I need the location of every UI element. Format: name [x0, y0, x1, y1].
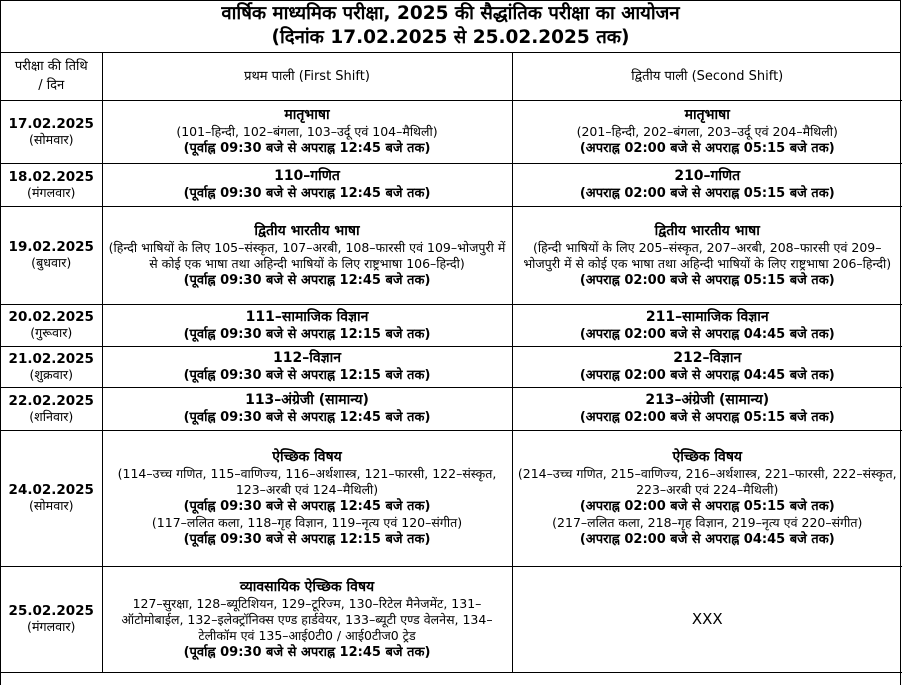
exam-time: (पूर्वाह्न 09:30 बजे से अपराह्न 12:15 बजे तक) — [183, 326, 431, 342]
table-row — [1, 566, 902, 672]
subject-name: ऐच्छिक विषय — [672, 449, 743, 465]
date-cell — [1, 430, 102, 566]
date-cell — [1, 304, 102, 346]
exam-date: 20.02.2025 — [8, 309, 94, 325]
date-cell — [1, 163, 102, 206]
exam-time: (अपराह्न 02:00 बजे से अपराह्न 05:15 बजे तक) — [579, 410, 835, 425]
date-cell — [1, 566, 102, 672]
schedule-table — [1, 53, 902, 673]
subject-name: मातृभाषा — [684, 107, 730, 123]
subject-codes: (हिन्दी भाषियों के लिए 205–संस्कृत, 207–अरबी, 208–फारसी एवं 209–भोजपुरी में से कोई एक भाषा तथा अहिन्दी भाषियों के लिए राष्ट्रभाषा 206–हिन्दी) — [523, 239, 892, 271]
subject-name: 210–गणित — [674, 168, 741, 184]
first-shift-cell — [102, 387, 512, 430]
first-shift-cell — [102, 304, 512, 346]
table-row — [1, 387, 902, 430]
exam-time: (अपराह्न 02:00 बजे से अपराह्न 05:15 बजे तक) — [579, 499, 835, 514]
header-first-shift: प्रथम पाली (First Shift) — [102, 53, 512, 100]
exam-time: (अपराह्न 02:00 बजे से अपराह्न 04:45 बजे तक) — [579, 368, 835, 383]
subject-codes: (214–उच्च गणित, 215–वाणिज्य, 216–अर्थशास्त्र, 221–फारसी, 222–संस्कृत, 223–अरबी एवं 224–मैथिली) — [517, 466, 897, 497]
exam-time-secondary: (पूर्वाह्न 09:30 बजे से अपराह्न 12:15 बजे तक) — [183, 532, 431, 547]
table-row — [1, 163, 902, 206]
subject-name: 211–सामाजिक विज्ञान — [645, 308, 769, 325]
subject-codes: (101–हिन्दी, 102–बंगला, 103–उर्दू एवं 104–मैथिली) — [176, 124, 438, 139]
second-shift-cell — [512, 163, 902, 206]
table-row — [1, 100, 902, 163]
exam-date: 22.02.2025 — [8, 392, 94, 409]
schedule-title — [1, 1, 900, 53]
subject-name: 213–अंग्रेजी (सामान्य) — [645, 392, 770, 408]
date-cell — [1, 346, 102, 387]
exam-day: (गुरूवार) — [30, 325, 73, 340]
second-shift-cell-empty: XXX — [512, 566, 902, 672]
exam-time: (पूर्वाह्न 09:30 बजे से अपराह्न 12:45 बजे तक) — [183, 186, 431, 201]
subject-name: व्यावसायिक ऐच्छिक विषय — [239, 578, 375, 595]
exam-date: 19.02.2025 — [8, 239, 94, 255]
table-row — [1, 430, 902, 566]
second-shift-cell — [512, 100, 902, 163]
first-shift-cell — [102, 346, 512, 387]
date-cell — [1, 387, 102, 430]
subject-name: मातृभाषा — [284, 107, 330, 123]
subject-name: द्वितीय भारतीय भाषा — [654, 222, 760, 239]
exam-time: (अपराह्न 02:00 बजे से अपराह्न 05:15 बजे तक) — [579, 186, 835, 201]
subject-codes-secondary: (217–ललित कला, 218–गृह विज्ञान, 219–नृत्य एवं 220–संगीत) — [552, 515, 863, 530]
subject-name: 111–सामाजिक विज्ञान — [245, 308, 369, 325]
table-row — [1, 346, 902, 387]
exam-date: 17.02.2025 — [8, 115, 94, 132]
subject-name: ऐच्छिक विषय — [272, 449, 342, 465]
exam-date: 25.02.2025 — [8, 603, 94, 619]
first-shift-cell — [102, 206, 512, 304]
subject-name: 112–विज्ञान — [272, 350, 341, 366]
subject-name: 113–अंग्रेजी (सामान्य) — [245, 392, 369, 408]
second-shift-cell — [512, 304, 902, 346]
exam-day: (सोमवार) — [28, 131, 74, 147]
exam-time: (पूर्वाह्न 09:30 बजे से अपराह्न 12:15 बजे तक) — [183, 368, 431, 383]
subject-codes: (114–उच्च गणित, 115–वाणिज्य, 116–अर्थशास्त्र, 121–फारसी, 122–संस्कृत, 123–अरबी एवं 124–मैथिली) — [117, 466, 497, 497]
date-cell — [1, 206, 102, 304]
exam-day: (सोमवार) — [28, 498, 74, 513]
second-shift-cell — [512, 206, 902, 304]
first-shift-cell — [102, 430, 512, 566]
second-shift-cell — [512, 346, 902, 387]
subject-codes: (हिन्दी भाषियों के लिए 105–संस्कृत, 107–अरबी, 108–फारसी एवं 109–भोजपुरी में से कोई एक भाषा तथा अहिन्दी भाषियों के लिए राष्ट्रभाषा 106–हिन्दी) — [108, 239, 506, 271]
exam-time: (अपराह्न 02:00 बजे से अपराह्न 05:15 बजे तक) — [579, 141, 835, 156]
second-shift-cell — [512, 430, 902, 566]
exam-time-secondary: (अपराह्न 02:00 बजे से अपराह्न 04:45 बजे तक) — [579, 532, 835, 547]
second-shift-cell — [512, 387, 902, 430]
exam-day: (मंगलवार) — [27, 184, 76, 200]
exam-time: (अपराह्न 02:00 बजे से अपराह्न 04:45 बजे तक) — [579, 326, 835, 342]
header-second-shift: द्वितीय पाली (Second Shift) — [512, 53, 902, 100]
table-row — [1, 206, 902, 304]
exam-date: 21.02.2025 — [8, 350, 94, 367]
first-shift-cell — [102, 163, 512, 206]
header-date-column: परीक्षा की तिथि / दिन — [1, 53, 102, 100]
subject-name: द्वितीय भारतीय भाषा — [254, 222, 360, 239]
subject-codes: 127–सुरक्षा, 128–ब्यूटिशियन, 129–टूरिज्म, 130–रिटेल मैनेजमेंट, 131–ऑटोमोबाईल, 132–इलेक्ट्रॉनिक्स एण्ड हार्डवेयर, 133–ब्यूटी एण्ड वेलनेस, 134–टेलीकॉम एवं 135–आई0टी0 / आई0टीज0 ट्रेड — [121, 595, 493, 643]
title-line-2: (दिनांक 17.02.2025 से 25.02.2025 तक) — [271, 27, 630, 48]
first-shift-cell — [102, 100, 512, 163]
exam-date: 18.02.2025 — [8, 168, 94, 185]
exam-time: (पूर्वाह्न 09:30 बजे से अपराह्न 12:45 बजे तक) — [183, 644, 431, 660]
exam-time: (अपराह्न 02:00 बजे से अपराह्न 05:15 बजे तक) — [579, 272, 835, 288]
exam-time: (पूर्वाह्न 09:30 बजे से अपराह्न 12:45 बजे तक) — [183, 410, 431, 425]
exam-day: (बुधवार) — [31, 255, 72, 270]
subject-codes: (201–हिन्दी, 202–बंगला, 203–उर्दू एवं 204–मैथिली) — [576, 124, 838, 139]
exam-time: (पूर्वाह्न 09:30 बजे से अपराह्न 12:45 बजे तक) — [183, 141, 431, 156]
first-shift-cell — [102, 566, 512, 672]
exam-day: (शुक्रवार) — [29, 366, 73, 382]
table-row — [1, 304, 902, 346]
subject-name: 212–विज्ञान — [673, 350, 742, 366]
exam-day: (शनिवार) — [29, 408, 74, 424]
date-cell — [1, 100, 102, 163]
title-line-1: वार्षिक माध्यमिक परीक्षा, 2025 की सैद्धांतिक परीक्षा का आयोजन — [221, 3, 680, 24]
exam-day: (मंगलवार) — [27, 619, 76, 634]
subject-name: 110–गणित — [274, 168, 340, 184]
exam-time: (पूर्वाह्न 09:30 बजे से अपराह्न 12:45 बजे तक) — [183, 499, 431, 514]
exam-date: 24.02.2025 — [8, 482, 94, 498]
table-header-row — [1, 53, 902, 100]
exam-time: (पूर्वाह्न 09:30 बजे से अपराह्न 12:45 बजे तक) — [183, 272, 431, 288]
subject-codes-secondary: (117–ललित कला, 118–गृह विज्ञान, 119–नृत्य एवं 120–संगीत) — [151, 515, 463, 530]
